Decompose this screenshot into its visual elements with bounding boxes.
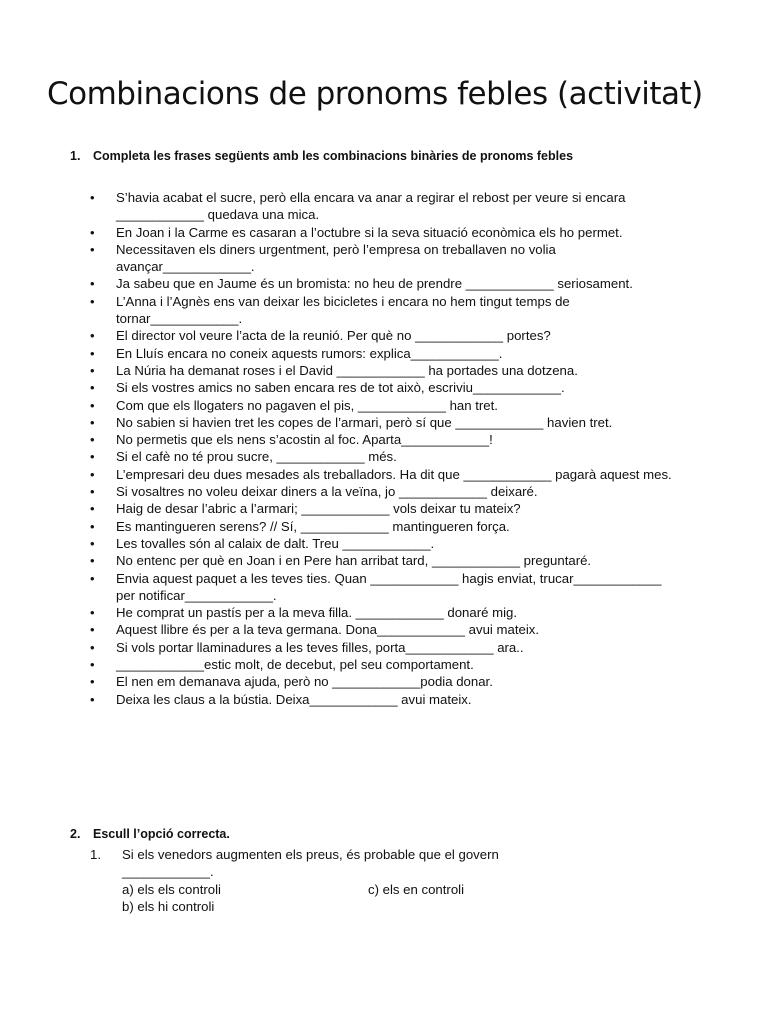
sentence-item: [90, 327, 740, 344]
bullet-icon: •: [90, 432, 95, 448]
sentence-item: [90, 224, 740, 241]
bullet-icon: •: [90, 657, 95, 673]
sentence-item: [90, 639, 740, 656]
sentence-line: En Lluís encara no coneix aquests rumors: explica____________.: [116, 345, 503, 361]
sentence-line: tornar____________.: [116, 311, 243, 327]
sentence-item: [90, 483, 740, 500]
section-1-heading: [70, 149, 573, 163]
sentence-line: ____________ quedava una mica.: [116, 207, 320, 223]
sentence-item: [90, 673, 740, 690]
sentence-item: [90, 691, 740, 708]
sentence-line: avançar____________.: [116, 259, 255, 275]
sentence-line: Es mantingueren serens? // Sí, ____________ mantingueren força.: [116, 518, 510, 534]
sentence-item: [90, 518, 740, 535]
sentence-line: Si vols portar llaminadures a les teves filles, porta____________ ara..: [116, 639, 524, 655]
section-1-number: 1.: [70, 149, 81, 163]
bullet-icon: •: [90, 397, 95, 413]
sentence-item: [90, 656, 740, 673]
sentence-line: Com que els llogaters no pagaven el pis, ____________ han tret.: [116, 397, 498, 413]
sentence-line: He comprat un pastís per a la meva filla. ____________ donaré mig.: [116, 605, 517, 621]
sentence-item: [90, 604, 740, 621]
section-2-number: 2.: [70, 827, 81, 841]
bullet-icon: •: [90, 553, 95, 569]
sentence-item: [90, 500, 740, 517]
bullet-icon: •: [90, 414, 95, 430]
bullet-icon: •: [90, 639, 95, 655]
bullet-icon: •: [90, 190, 95, 205]
sentence-item: [90, 241, 740, 276]
bullet-icon: •: [90, 380, 95, 396]
sentence-line: En Joan i la Carme es casaran a l’octubre si la seva situació econòmica els ho permet.: [116, 224, 623, 240]
sentence-item: [90, 552, 740, 569]
sentence-line: S’havia acabat el sucre, però ella encara va anar a regirar el rebost per veure si encara: [116, 190, 626, 205]
bullet-icon: •: [90, 518, 95, 534]
page-title: Combinacions de pronoms febles (activitat): [47, 76, 703, 112]
bullet-icon: •: [90, 605, 95, 621]
bullet-icon: •: [90, 484, 95, 500]
sentence-line: Envia aquest paquet a les teves ties. Quan ____________ hagis enviat, trucar____________: [116, 570, 662, 586]
sentence-line: Si els vostres amics no saben encara res de tot això, escriviu____________.: [116, 380, 565, 396]
sentence-item: [90, 570, 740, 605]
sentence-line: ____________estic molt, de decebut, pel seu comportament.: [116, 657, 474, 673]
sentence-line: Deixa les claus a la bústia. Deixa____________ avui mateix.: [116, 691, 472, 707]
question-text: Si els venedors augmenten els preus, és probable que el govern: [122, 847, 499, 862]
sentence-item: [90, 189, 740, 224]
sentence-item: [90, 345, 740, 362]
sentence-item: [90, 535, 740, 552]
sentence-line: El nen em demanava ajuda, però no ____________podia donar.: [116, 674, 493, 690]
bullet-icon: •: [90, 570, 95, 586]
sentence-line: No permetis que els nens s’acostin al foc. Aparta____________!: [116, 432, 493, 448]
sentence-line: per notificar____________.: [116, 587, 277, 603]
sentence-line: L’empresari deu dues mesades als treballadors. Ha dit que ____________ pagarà aquest mes.: [116, 466, 672, 482]
sentence-line: No entenc per què en Joan i en Pere han arribat tard, ____________ preguntaré.: [116, 553, 592, 569]
question-number: 1.: [90, 847, 101, 862]
sentence-item: [90, 414, 740, 431]
bullet-icon: •: [90, 328, 95, 344]
sentence-line: La Núria ha demanat roses i el David ____________ ha portades una dotzena.: [116, 362, 578, 378]
bullet-icon: •: [90, 674, 95, 690]
section-1-instruction: Completa les frases següents amb les combinacions binàries de pronoms febles: [93, 149, 574, 163]
bullet-icon: •: [90, 622, 95, 638]
bullet-icon: •: [90, 276, 95, 292]
sentence-item: [90, 466, 740, 483]
bullet-icon: •: [90, 691, 95, 707]
sentence-item: [90, 431, 740, 448]
bullet-icon: •: [90, 224, 95, 240]
bullet-icon: •: [90, 362, 95, 378]
section-2-heading: [70, 827, 230, 841]
option-a: a) els els controli: [122, 881, 221, 897]
bullet-icon: •: [90, 449, 95, 465]
question-blank: ____________.: [122, 864, 214, 880]
bullet-icon: •: [90, 466, 95, 482]
sentence-line: Aquest llibre és per a la teva germana. Dona____________ avui mateix.: [116, 622, 540, 638]
sentence-item: [90, 448, 740, 465]
sentence-item: [90, 293, 740, 328]
option-c: c) els en controli: [368, 881, 465, 897]
sentence-line: Les tovalles són al calaix de dalt. Treu ____________.: [116, 535, 435, 551]
sentence-item: [90, 362, 740, 379]
sentence-line: Ja sabeu que en Jaume és un bromista: no heu de prendre ____________ seriosament.: [116, 276, 633, 292]
sentence-line: Necessitaven els diners urgentment, però l’empresa on treballaven no volia: [116, 241, 556, 257]
sentence-line: El director vol veure l’acta de la reunió. Per què no ____________ portes?: [116, 328, 551, 344]
bullet-icon: •: [90, 345, 95, 361]
sentence-line: Haig de desar l’abric a l’armari; ____________ vols deixar tu mateix?: [116, 501, 521, 517]
sentence-line: No sabien si havien tret les copes de l’armari, però sí que ____________ havien tret.: [116, 414, 613, 430]
sentence-line: Si el cafè no té prou sucre, ____________ més.: [116, 449, 397, 465]
bullet-icon: •: [90, 293, 95, 309]
sentence-item: [90, 275, 740, 292]
sentence-item: [90, 379, 740, 396]
sentence-line: L’Anna i l’Agnès ens van deixar les bicicletes i encara no hem tingut temps de: [116, 293, 570, 309]
sentence-item: [90, 621, 740, 638]
option-b: b) els hi controli: [122, 898, 215, 914]
bullet-icon: •: [90, 535, 95, 551]
section-2-instruction: Escull l’opció correcta.: [93, 827, 230, 841]
exercise-1-sentence-list: [90, 189, 740, 708]
sentence-item: [90, 397, 740, 414]
bullet-icon: •: [90, 501, 95, 517]
sentence-line: Si vosaltres no voleu deixar diners a la veïna, jo ____________ deixaré.: [116, 484, 538, 500]
bullet-icon: •: [90, 241, 95, 257]
exercise-2-question-1: [90, 846, 730, 915]
